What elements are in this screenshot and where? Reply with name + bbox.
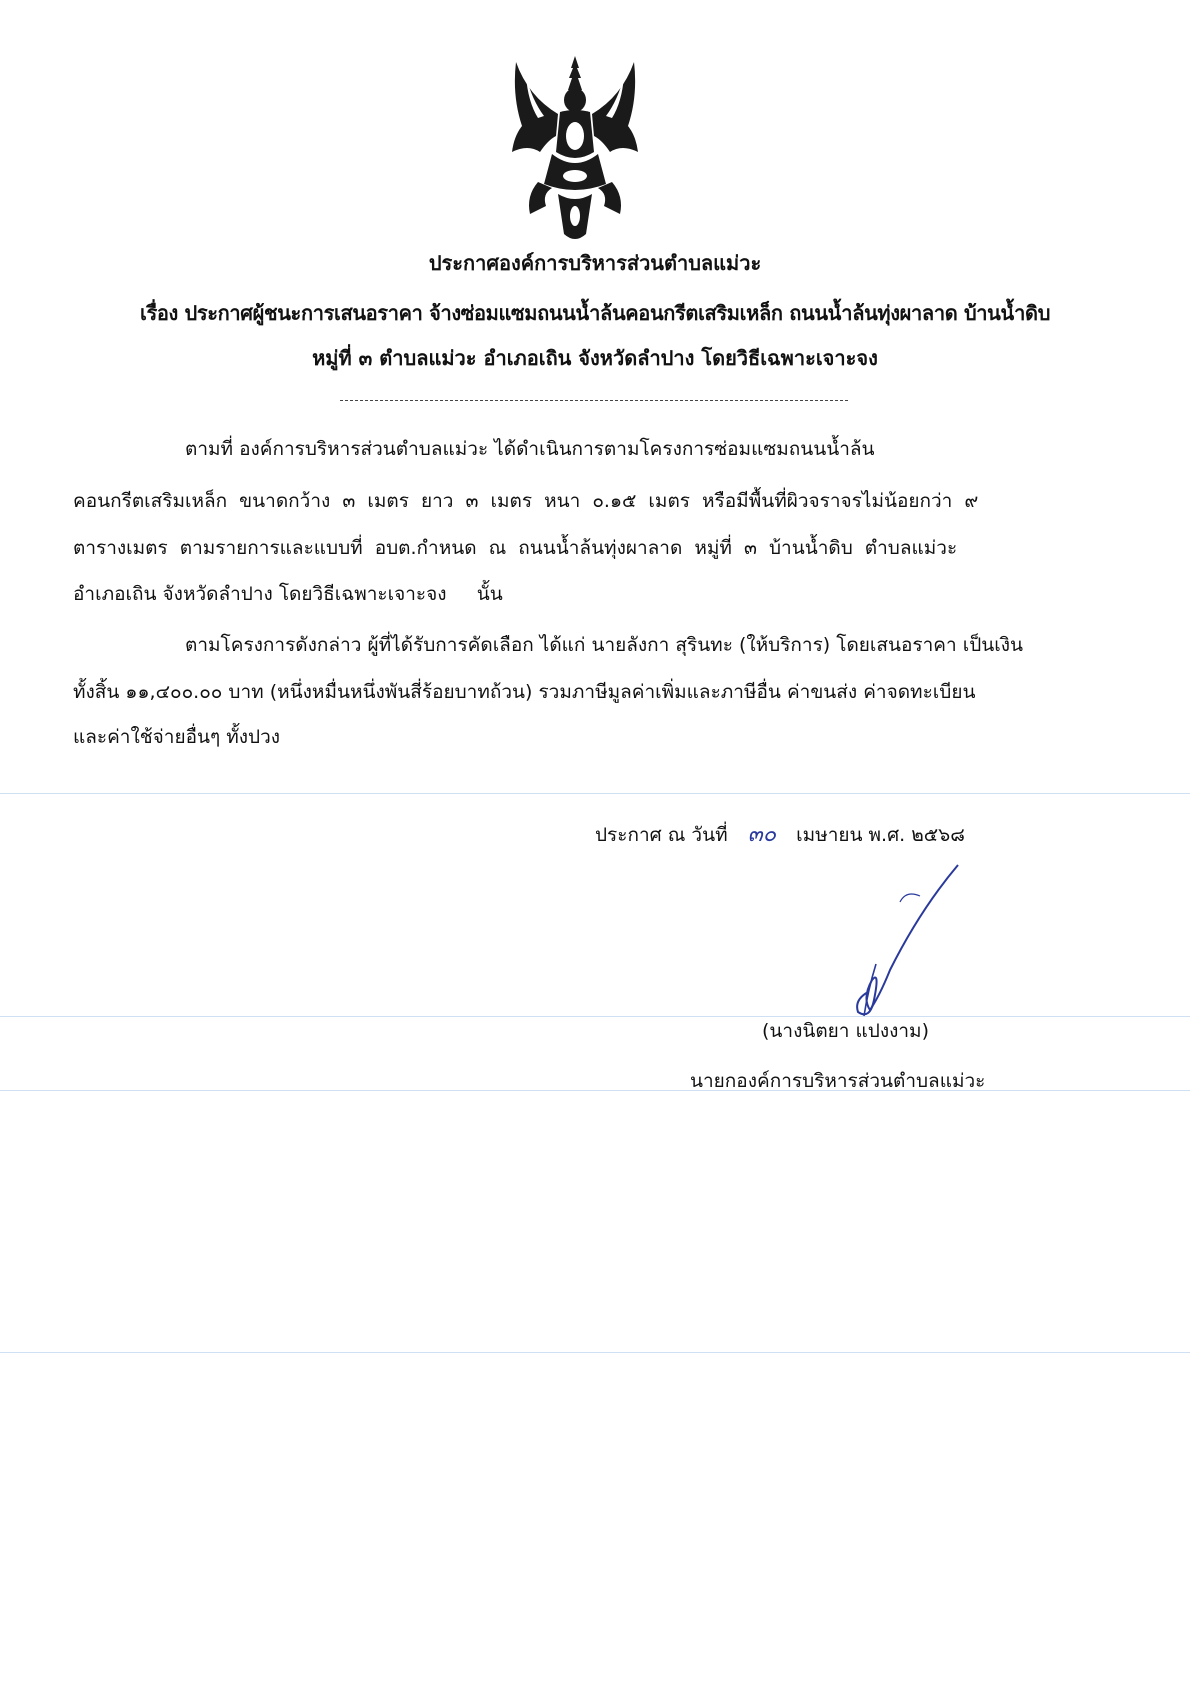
announcement-subject-line1: เรื่อง ประกาศผู้ชนะการเสนอราคา จ้างซ่อมแซมถนนน้ำล้นคอนกรีตเสริมเหล็ก ถนนน้ำล้นทุ่งผาลาด บ้านน้ำดิบ (139, 301, 1051, 325)
announcement-title: ประกาศองค์การบริหารส่วนตำบลแม่วะ (428, 251, 762, 275)
paragraph1-line4: อำเภอเถิน จังหวัดลำปาง โดยวิธีเฉพาะเจาะจง นั้น (73, 583, 503, 605)
paragraph2-line1: ตามโครงการดังกล่าว ผู้ที่ได้รับการคัดเลือก ได้แก่ นายลังกา สุรินทะ (ให้บริการ) โดยเสนอราคา เป็นเงิน (185, 634, 1024, 656)
date-month-year: เมษายน พ.ศ. ๒๕๖๘ (796, 824, 965, 846)
paragraph1-line1: ตามที่ องค์การบริหารส่วนตำบลแม่วะ ได้ดำเนินการตามโครงการซ่อมแซมถนนน้ำล้น (185, 438, 875, 460)
signatory-position: นายกองค์การบริหารส่วนตำบลแม่วะ (690, 1070, 986, 1092)
scan-line (0, 793, 1190, 794)
scan-line (0, 1016, 1190, 1017)
signatory-name: (นางนิตยา แปงงาม) (762, 1020, 929, 1042)
scan-line (0, 1352, 1190, 1353)
separator-line (340, 400, 848, 401)
paragraph1-line3: ตารางเมตร ตามรายการและแบบที่ อบต.กำหนด ณ ถนนน้ำล้นทุ่งผาลาด หมู่ที่ ๓ บ้านน้ำดิบ ตำบลแม่วะ (73, 537, 958, 559)
announcement-subject-line2: หมู่ที่ ๓ ตำบลแม่วะ อำเภอเถิน จังหวัดลำปาง โดยวิธีเฉพาะเจาะจง (312, 346, 878, 370)
announcement-date (595, 816, 965, 851)
date-day-handwritten: ๓๐ (747, 822, 777, 847)
paragraph1-line2: คอนกรีตเสริมเหล็ก ขนาดกว้าง ๓ เมตร ยาว ๓ เมตร หนา ๐.๑๕ เมตร หรือมีพื้นที่ผิวจราจรไม่น้อยกว่า ๙ (73, 490, 979, 512)
garuda-emblem-icon (508, 56, 642, 244)
scan-line (0, 1090, 1190, 1091)
handwritten-signature (810, 860, 960, 1025)
paragraph2-line3: และค่าใช้จ่ายอื่นๆ ทั้งปวง (73, 726, 281, 748)
date-prefix: ประกาศ ณ วันที่ (595, 824, 728, 846)
paragraph2-line2: ทั้งสิ้น ๑๑,๔๐๐.๐๐ บาท (หนึ่งหมื่นหนึ่งพันสี่ร้อยบาทถ้วน) รวมภาษีมูลค่าเพิ่มและภาษีอื่น ค่าขนส่ง ค่าจดทะเบียน (73, 681, 976, 703)
